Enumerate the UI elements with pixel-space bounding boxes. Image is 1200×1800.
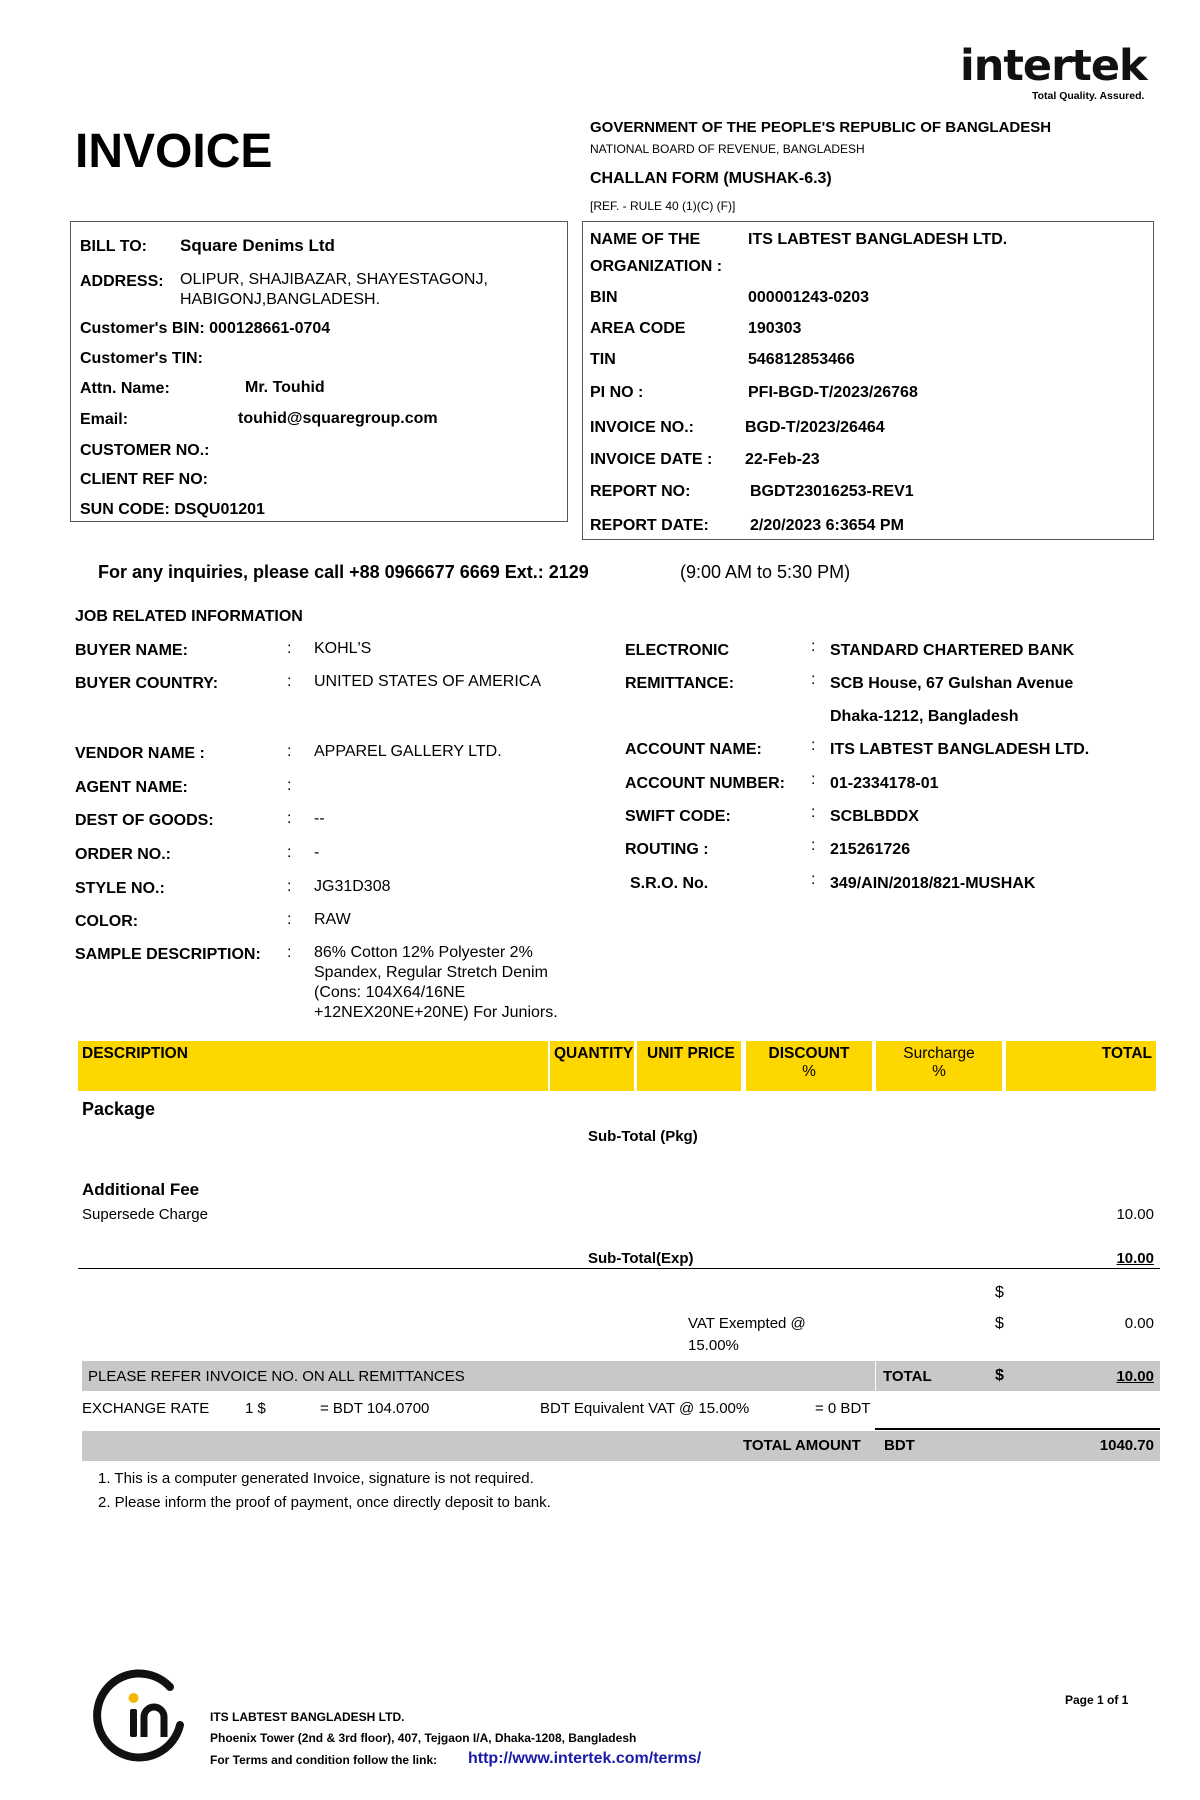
dest: -- (314, 810, 325, 827)
address-line1: OLIPUR, SHAJIBAZAR, SHAYESTAGONJ, (180, 271, 488, 288)
total-amount-band (82, 1431, 1160, 1461)
intertek-footer-logo (92, 1665, 192, 1765)
colon: : (287, 640, 292, 657)
colon: : (811, 804, 816, 821)
col-unit-price-label: UNIT PRICE (647, 1045, 735, 1062)
sample-line2: Spandex, Regular Stretch Denim (314, 964, 548, 981)
total-label: TOTAL (883, 1368, 932, 1385)
org-name-label-1: NAME OF THE (590, 231, 701, 248)
exchange-value: = BDT 104.0700 (320, 1400, 430, 1417)
bank-address2: Dhaka-1212, Bangladesh (830, 708, 1019, 725)
total-currency: $ (995, 1367, 1004, 1384)
exchange-unit: 1 $ (245, 1400, 266, 1417)
inquiry-text: For any inquiries, please call +88 0966677 6669 Ext.: 2129 (98, 562, 589, 582)
colon: : (811, 837, 816, 854)
email-label: Email: (80, 411, 129, 428)
buyer-name: KOHL'S (314, 640, 372, 657)
org-report-date: 2/20/2023 6:3654 PM (750, 517, 904, 534)
order: - (314, 844, 320, 861)
refer-note: PLEASE REFER INVOICE NO. ON ALL REMITTANCES (88, 1368, 465, 1385)
inquiry-hours: (9:00 AM to 5:30 PM) (680, 562, 851, 582)
org-tin-label: TIN (590, 351, 616, 368)
colon: : (287, 743, 292, 760)
colon: : (287, 844, 292, 861)
subtotal-exp-amount: 10.00 (1116, 1250, 1154, 1267)
colon: : (287, 911, 292, 928)
order-label: ORDER NO.: (75, 846, 171, 863)
note-1: 1. This is a computer generated Invoice, signature is not required. (98, 1470, 534, 1487)
subtotal-pkg: Sub-Total (Pkg) (588, 1128, 698, 1145)
attn-value: Mr. Touhid (245, 379, 325, 396)
colon: : (811, 671, 816, 688)
challan-ref: [REF. - RULE 40 (1)(C) (F)] (590, 199, 736, 213)
col-quantity (550, 1041, 634, 1091)
agent-label: AGENT NAME: (75, 779, 188, 796)
footer-terms: For Terms and condition follow the link: (210, 1753, 438, 1767)
col-discount (746, 1041, 872, 1091)
bill-to-value: Square Denims Ltd (180, 236, 335, 255)
total-amount-topline (875, 1428, 1160, 1430)
email-value: touhid@squaregroup.com (238, 410, 438, 427)
address-label: ADDRESS: (80, 273, 164, 290)
total-amount-label: TOTAL AMOUNT (743, 1437, 861, 1454)
account-name-label: ACCOUNT NAME: (625, 741, 762, 758)
org-name: ITS LABTEST BANGLADESH LTD. (748, 231, 1008, 248)
org-invoice-no: BGD-T/2023/26464 (745, 419, 885, 436)
colon: : (287, 878, 292, 895)
customer-no: CUSTOMER NO.: (80, 442, 210, 459)
logo-brand: intertek (960, 41, 1147, 91)
address-line2: HABIGONJ,BANGLADESH. (180, 291, 381, 308)
color-label: COLOR: (75, 913, 139, 930)
col-surcharge-pct: % (932, 1063, 946, 1080)
col-surcharge-label: Surcharge (903, 1045, 975, 1062)
bdt-vat: = 0 BDT (815, 1400, 871, 1417)
col-description-label: DESCRIPTION (82, 1045, 188, 1062)
buyer-name-label: BUYER NAME: (75, 642, 188, 659)
colon: : (287, 944, 292, 961)
bdt-equivalent: BDT Equivalent VAT @ 15.00% (540, 1400, 750, 1417)
total-amount-value: 1040.70 (1099, 1437, 1154, 1454)
note-2: 2. Please inform the proof of payment, once directly deposit to bank. (98, 1494, 551, 1511)
sro: 349/AIN/2018/821-MUSHAK (830, 875, 1036, 892)
colon: : (811, 871, 816, 888)
intertek-logo (960, 41, 1147, 106)
dollar-sign: $ (995, 1284, 1004, 1301)
buyer-country-label: BUYER COUNTRY: (75, 675, 219, 692)
col-discount-pct: % (802, 1063, 816, 1080)
vendor-label: VENDOR NAME : (75, 745, 205, 762)
footer-logo-icon (92, 1665, 192, 1765)
style-label: STYLE NO.: (75, 880, 165, 897)
account-number-label: ACCOUNT NUMBER: (625, 775, 785, 792)
buyer-country: UNITED STATES OF AMERICA (314, 673, 541, 690)
client-ref: CLIENT REF NO: (80, 471, 208, 488)
additional-fee-heading: Additional Fee (82, 1180, 200, 1199)
col-unit-price (637, 1041, 741, 1091)
sample-label: SAMPLE DESCRIPTION: (75, 946, 261, 963)
package-heading: Package (82, 1099, 156, 1119)
col-total-label: TOTAL (1101, 1045, 1152, 1062)
gov-line1: GOVERNMENT OF THE PEOPLE'S REPUBLIC OF BANGLADESH (590, 119, 1052, 136)
org-invoice-date: 22-Feb-23 (745, 451, 820, 468)
vat-amount: 0.00 (1124, 1315, 1154, 1332)
sample-line4: +12NEX20NE+20NE) For Juniors. (314, 1004, 558, 1021)
exchange-label: EXCHANGE RATE (82, 1400, 210, 1417)
customer-bin: Customer's BIN: 000128661-0704 (80, 320, 331, 337)
routing-label: ROUTING : (625, 841, 709, 858)
total-amount-currency: BDT (884, 1437, 915, 1454)
col-quantity-label: QUANTITY (554, 1045, 634, 1062)
sro-label: S.R.O. No. (630, 875, 709, 892)
total-divider (875, 1361, 876, 1391)
supersede-amount: 10.00 (1116, 1206, 1154, 1223)
org-invoice-no-label: INVOICE NO.: (590, 419, 695, 436)
org-pi-label: PI NO : (590, 384, 644, 401)
vat-line2: 15.00% (688, 1337, 739, 1354)
bank-name: STANDARD CHARTERED BANK (830, 642, 1075, 659)
total-amount: 10.00 (1116, 1368, 1154, 1385)
sun-code: SUN CODE: DSQU01201 (80, 501, 265, 518)
gov-line2: NATIONAL BOARD OF REVENUE, BANGLADESH (590, 142, 865, 156)
attn-label: Attn. Name: (80, 380, 170, 397)
footer-company: ITS LABTEST BANGLADESH LTD. (210, 1710, 405, 1724)
color: RAW (314, 911, 351, 928)
subtotal-exp-label: Sub-Total(Exp) (588, 1250, 694, 1267)
routing: 215261726 (830, 841, 911, 858)
org-pi: PFI-BGD-T/2023/26768 (748, 384, 918, 401)
terms-link[interactable]: http://www.intertek.com/terms/ (468, 1750, 702, 1767)
colon: : (287, 777, 292, 794)
colon: : (811, 638, 816, 655)
account-number: 01-2334178-01 (830, 775, 939, 792)
org-name-label-2: ORGANIZATION : (590, 258, 723, 275)
dollar-sign: $ (995, 1315, 1004, 1332)
colon: : (811, 737, 816, 754)
supersede-label: Supersede Charge (82, 1206, 208, 1223)
colon: : (287, 810, 292, 827)
account-name: ITS LABTEST BANGLADESH LTD. (830, 741, 1090, 758)
org-invoice-date-label: INVOICE DATE : (590, 451, 713, 468)
col-total (1006, 1041, 1156, 1091)
job-heading: JOB RELATED INFORMATION (75, 608, 303, 625)
page-number: Page 1 of 1 (1065, 1693, 1129, 1707)
footer-address: Phoenix Tower (2nd & 3rd floor), 407, Tejgaon I/A, Dhaka-1208, Bangladesh (210, 1731, 637, 1745)
sample-line1: 86% Cotton 12% Polyester 2% (314, 944, 533, 961)
colon: : (811, 771, 816, 788)
colon: : (287, 673, 292, 690)
customer-tin: Customer's TIN: (80, 350, 203, 367)
org-report-date-label: REPORT DATE: (590, 517, 709, 534)
electronic-label: ELECTRONIC (625, 642, 729, 659)
org-bin: 000001243-0203 (748, 289, 870, 306)
org-area: 190303 (748, 320, 802, 337)
swift: SCBLBDDX (830, 808, 919, 825)
vendor: APPAREL GALLERY LTD. (314, 743, 502, 760)
style: JG31D308 (314, 878, 391, 895)
col-discount-label: DISCOUNT (768, 1045, 850, 1062)
col-surcharge (876, 1041, 1002, 1091)
sample-line3: (Cons: 104X64/16NE (314, 984, 466, 1001)
org-area-label: AREA CODE (590, 320, 686, 337)
remittance-label: REMITTANCE: (625, 675, 735, 692)
col-description (78, 1041, 548, 1091)
page-title: INVOICE (75, 125, 273, 178)
org-tin: 546812853466 (748, 351, 855, 368)
vat-line1: VAT Exempted @ (688, 1315, 806, 1332)
swift-label: SWIFT CODE: (625, 808, 731, 825)
subtotal-exp-divider (78, 1268, 1160, 1269)
bill-to-label: BILL TO: (80, 238, 147, 255)
challan-title: CHALLAN FORM (MUSHAK-6.3) (590, 170, 832, 187)
org-report-no: BGDT23016253-REV1 (750, 483, 914, 500)
logo-tagline: Total Quality. Assured. (1032, 90, 1145, 102)
bank-address1: SCB House, 67 Gulshan Avenue (830, 675, 1074, 692)
org-report-no-label: REPORT NO: (590, 483, 691, 500)
dest-label: DEST OF GOODS: (75, 812, 214, 829)
org-bin-label: BIN (590, 289, 618, 306)
